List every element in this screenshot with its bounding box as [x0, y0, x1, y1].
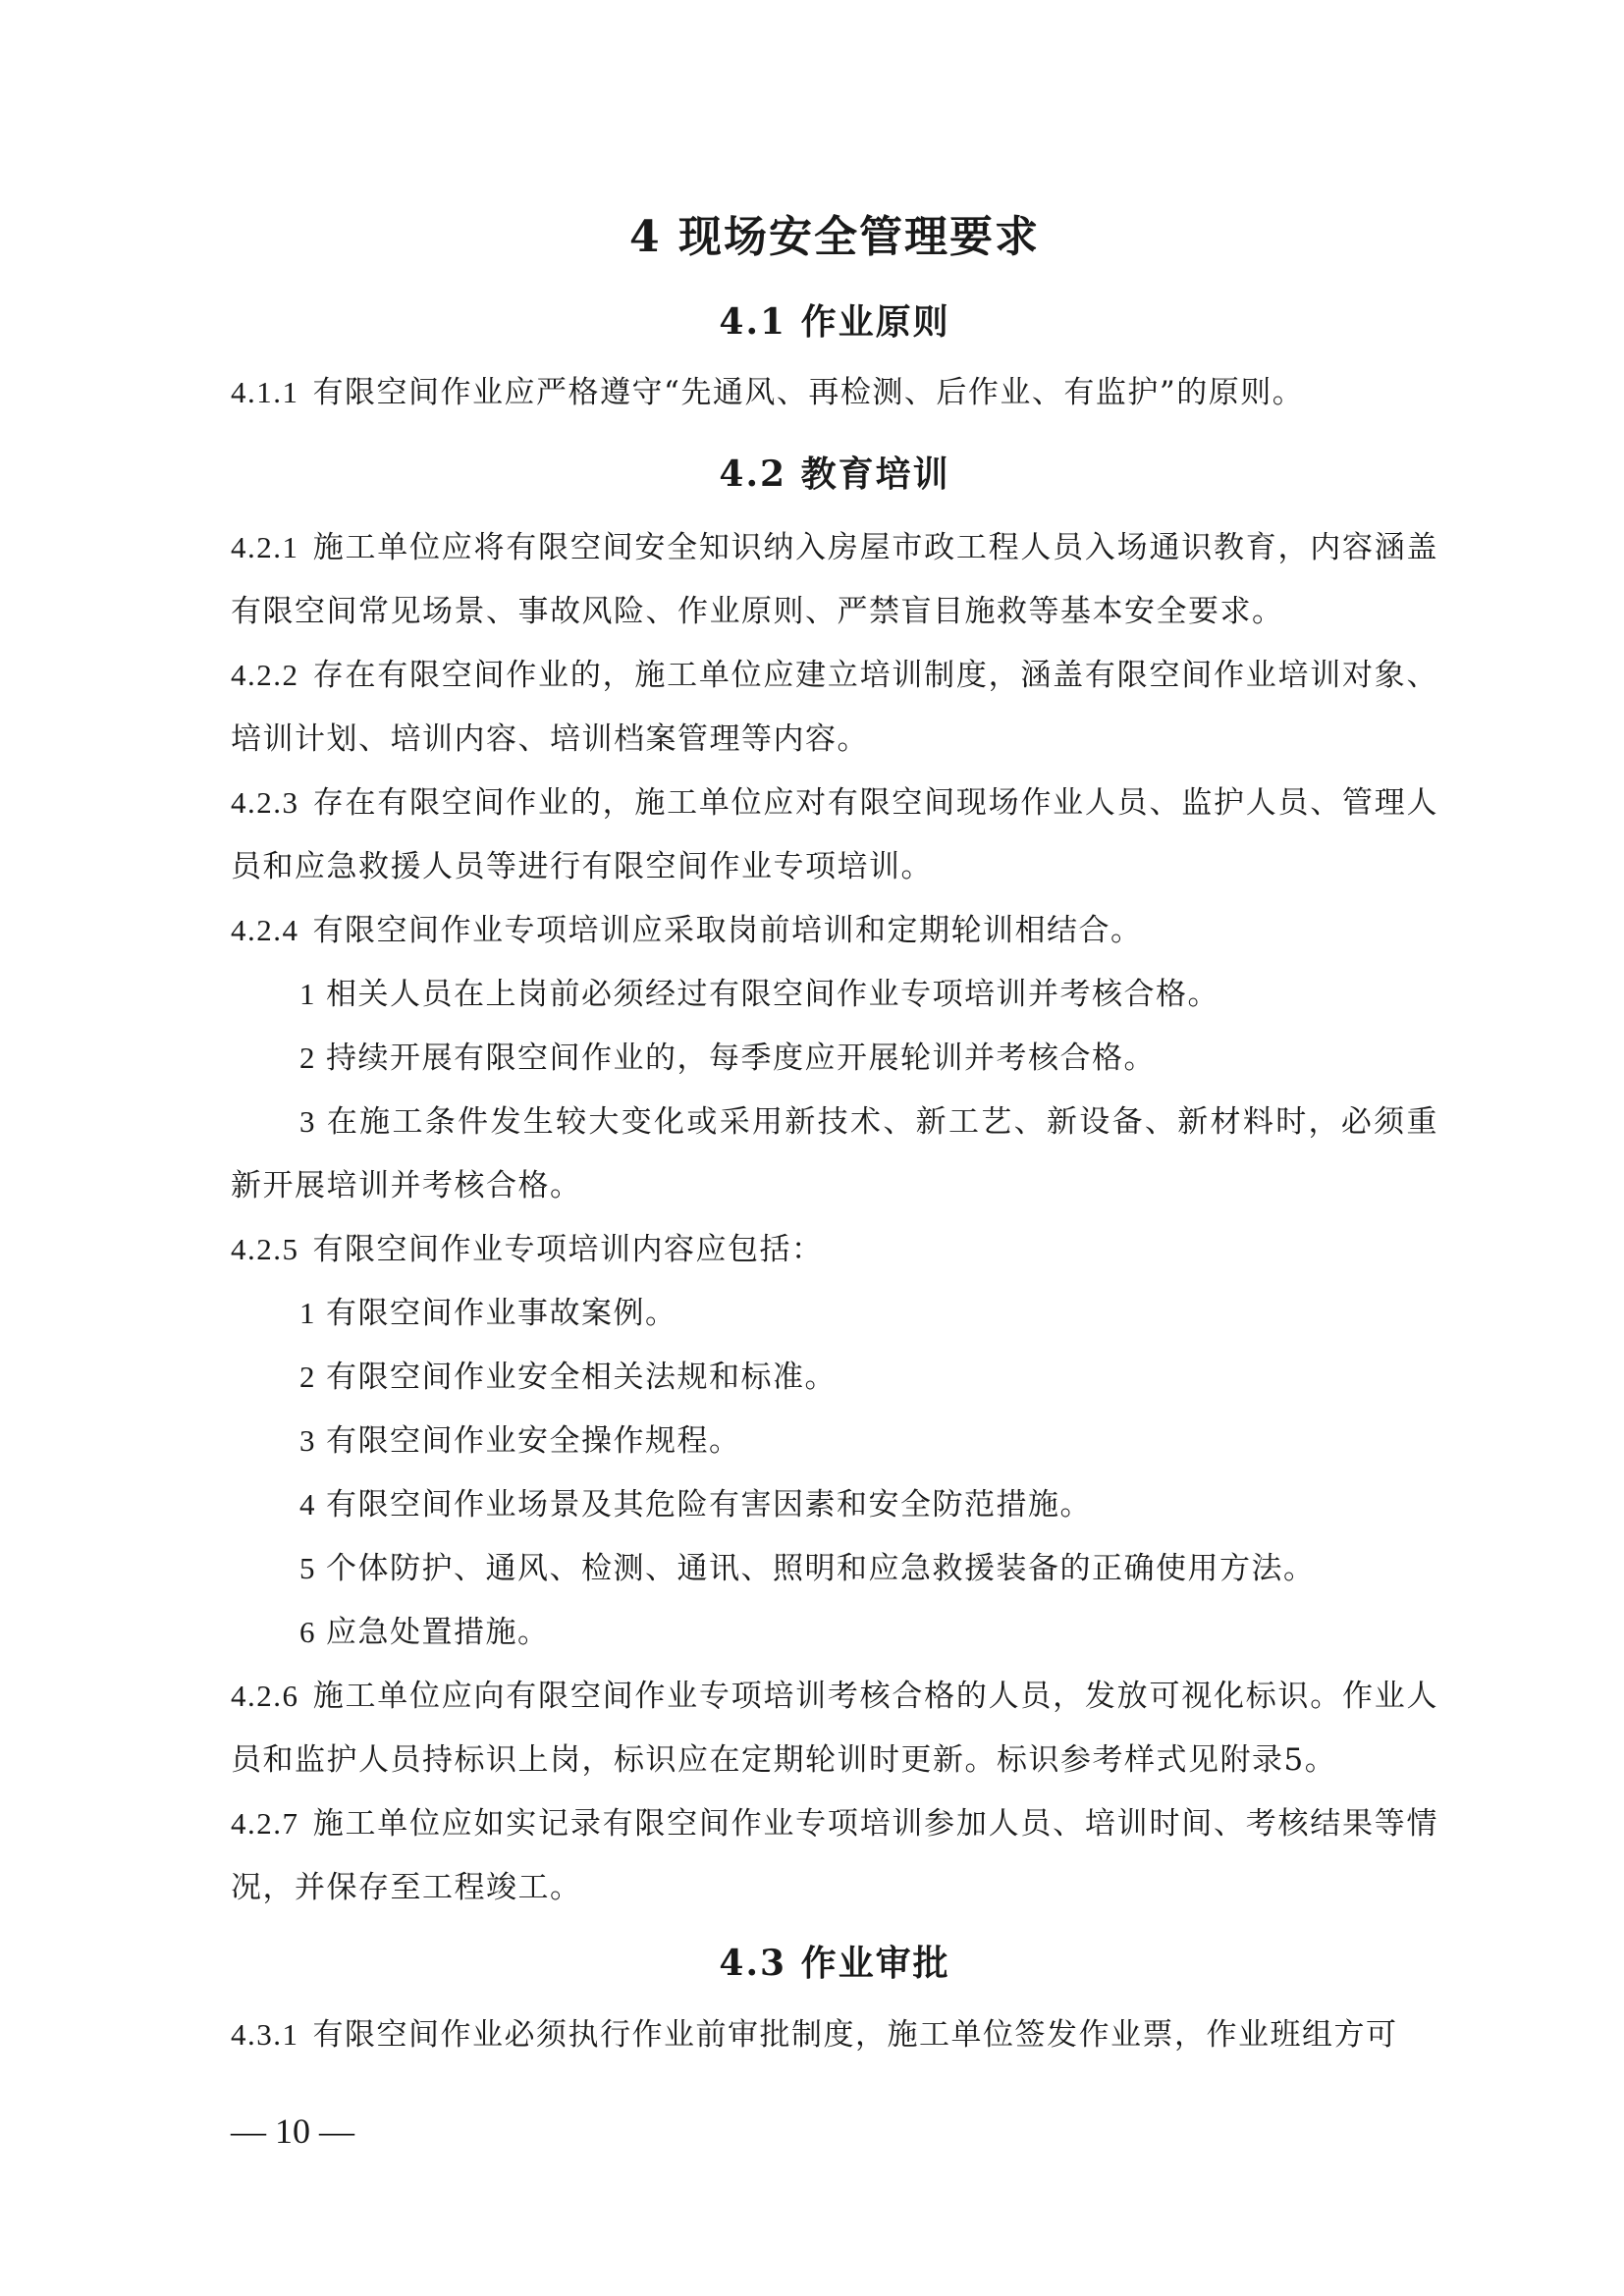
item-text: 个体防护、通风、检测、通讯、照明和应急救援装备的正确使用方法。 — [326, 1551, 1316, 1586]
item-text: 有限空间作业安全相关法规和标准。 — [326, 1360, 837, 1395]
clause-text: 施工单位应向有限空间作业专项培训考核合格的人员，发放可视化标识。作业人员和监护人员持标识上岗，标识应在定期轮训时更新。标识参考样式见附录5。 — [231, 1679, 1438, 1778]
clause-number: 4.2.6 — [231, 1679, 299, 1713]
clause-4-2-5 — [231, 1217, 1438, 1282]
clause-number: 4.2.4 — [231, 913, 299, 947]
section-title-4-3: 4.3 作业审批 — [719, 1943, 950, 1984]
item-number: 2 — [299, 1041, 316, 1075]
clause-text: 存在有限空间作业的，施工单位应建立培训制度，涵盖有限空间作业培训对象、培训计划、培训内容、培训档案管理等内容。 — [231, 658, 1438, 757]
item-text: 相关人员在上岗前必须经过有限空间作业专项培训并考核合格。 — [326, 977, 1219, 1012]
list-item — [231, 1409, 1438, 1473]
clause-4-2-6 — [231, 1664, 1438, 1792]
clause-number: 4.2.2 — [231, 658, 299, 692]
clause-number: 4.1.1 — [231, 375, 299, 409]
page-number: — 10 — — [231, 2111, 354, 2151]
clause-text: 施工单位应将有限空间安全知识纳入房屋市政工程人员入场通识教育，内容涵盖有限空间常见场景、事故风险、作业原则、严禁盲目施救等基本安全要求。 — [231, 530, 1438, 629]
clause-4-3-1 — [231, 2002, 1438, 2067]
clause-4-2-7 — [231, 1791, 1438, 1920]
clause-4-2-4 — [231, 898, 1438, 963]
item-number: 3 — [299, 1104, 316, 1139]
clause-text: 有限空间作业专项培训内容应包括： — [312, 1232, 824, 1267]
clause-number: 4.2.3 — [231, 785, 299, 820]
clause-4-2-3 — [231, 771, 1438, 899]
clause-4-2-1 — [231, 515, 1438, 644]
section-title-4-2: 4.2 教育培训 — [719, 454, 950, 495]
item-text: 有限空间作业事故案例。 — [326, 1296, 677, 1331]
item-text: 持续开展有限空间作业的，每季度应开展轮训并考核合格。 — [326, 1041, 1156, 1076]
clause-text: 有限空间作业专项培训应采取岗前培训和定期轮训相结合。 — [312, 913, 1143, 948]
list-item — [231, 962, 1438, 1027]
list-item — [231, 1345, 1438, 1410]
item-text: 应急处置措施。 — [326, 1615, 550, 1650]
list-item — [231, 1536, 1438, 1601]
item-text: 在施工条件发生较大变化或采用新技术、新工艺、新设备、新材料时，必须重新开展培训并考核合格。 — [231, 1104, 1438, 1203]
item-number: 6 — [299, 1615, 316, 1649]
item-number: 3 — [299, 1423, 316, 1458]
item-text: 有限空间作业安全操作规程。 — [326, 1423, 741, 1459]
clause-number: 4.2.5 — [231, 1232, 299, 1266]
item-number: 1 — [299, 977, 316, 1011]
clause-text: 有限空间作业应严格遵守“先通风、再检测、后作业、有监护”的原则。 — [312, 375, 1305, 410]
item-number: 1 — [299, 1296, 316, 1330]
clause-text: 存在有限空间作业的，施工单位应对有限空间现场作业人员、监护人员、管理人员和应急救援人员等进行有限空间作业专项培训。 — [231, 785, 1438, 884]
chapter-title: 4 现场安全管理要求 — [629, 212, 1040, 262]
list-item — [231, 1090, 1438, 1218]
list-item — [231, 1472, 1438, 1537]
clause-number: 4.3.1 — [231, 2017, 299, 2052]
clause-4-2-2 — [231, 643, 1438, 772]
item-number: 2 — [299, 1360, 316, 1394]
list-item — [231, 1026, 1438, 1091]
list-item — [231, 1600, 1438, 1665]
clause-text: 有限空间作业必须执行作业前审批制度，施工单位签发作业票，作业班组方可 — [312, 2017, 1398, 2053]
clause-number: 4.2.7 — [231, 1806, 299, 1841]
list-item — [231, 1281, 1438, 1346]
item-number: 4 — [299, 1487, 316, 1522]
item-text: 有限空间作业场景及其危险有害因素和安全防范措施。 — [326, 1487, 1092, 1522]
clause-4-1-1 — [231, 360, 1438, 425]
clause-text: 施工单位应如实记录有限空间作业专项培训参加人员、培训时间、考核结果等情况，并保存至工程竣工。 — [231, 1806, 1438, 1905]
section-title-4-1: 4.1 作业原则 — [719, 301, 950, 343]
clause-number: 4.2.1 — [231, 530, 299, 564]
item-number: 5 — [299, 1551, 316, 1585]
